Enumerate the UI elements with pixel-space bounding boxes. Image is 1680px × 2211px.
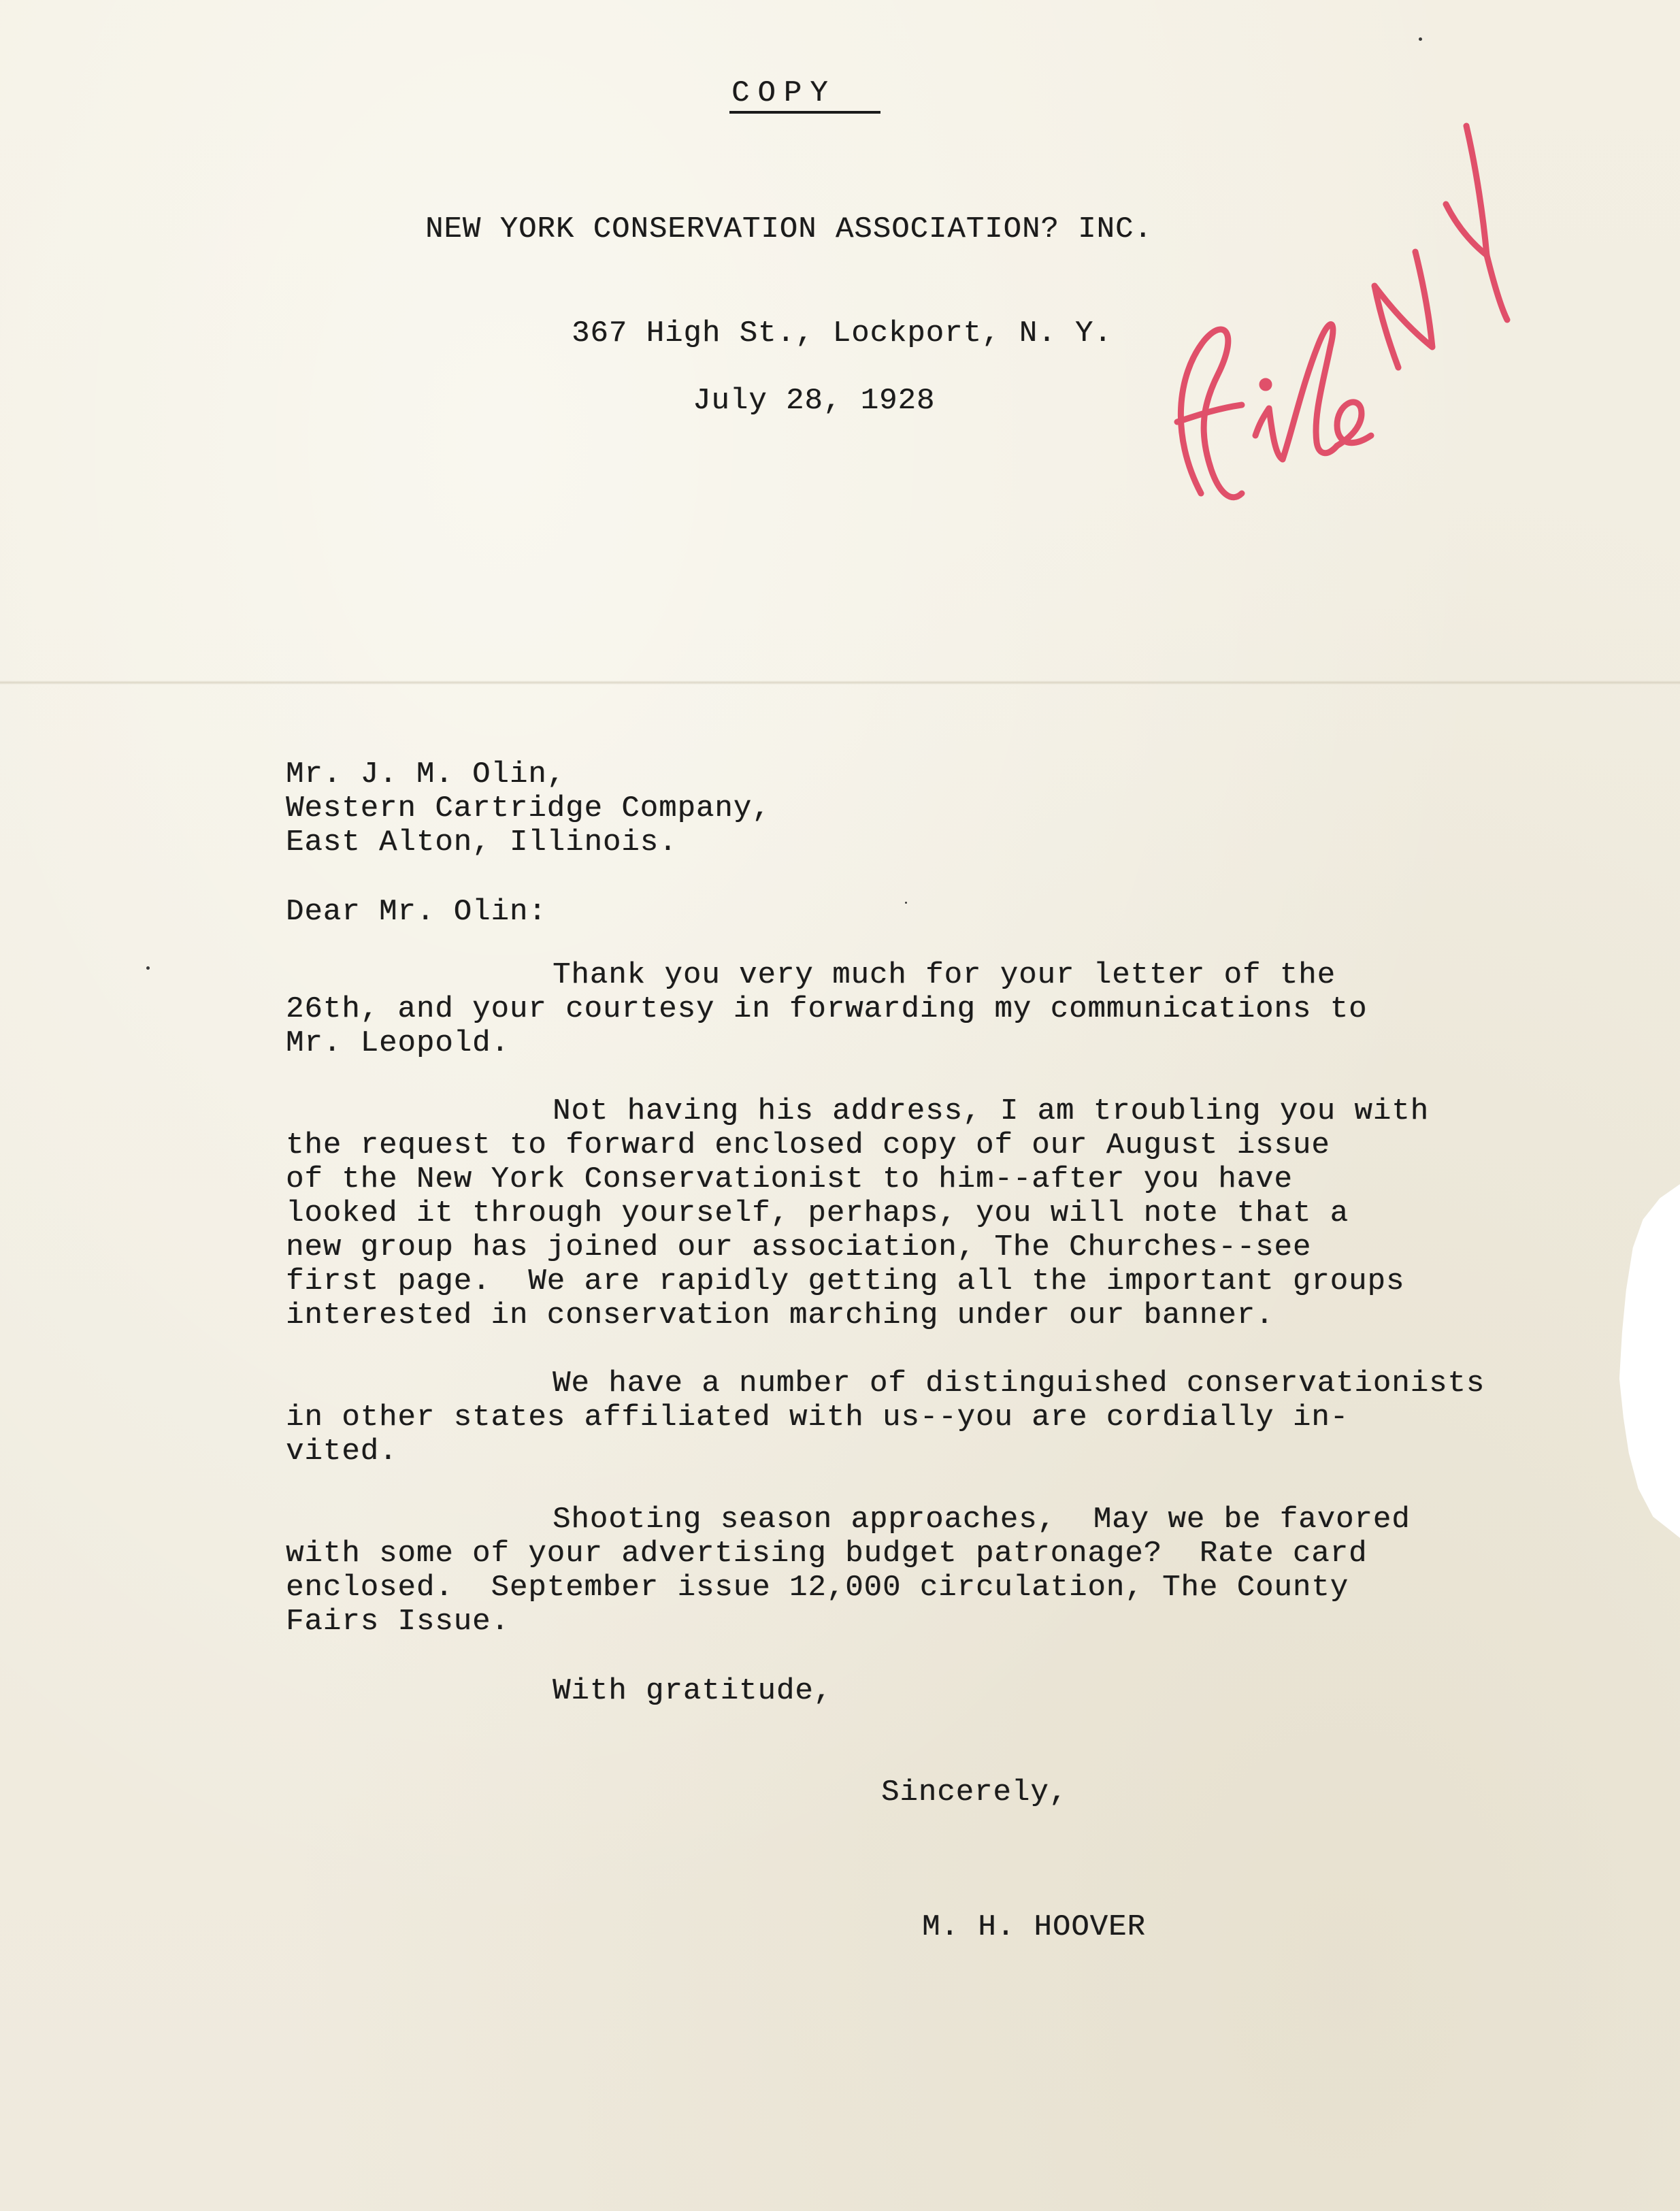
- paragraph-line: in other states affiliated with us--you are cordially in-: [286, 1401, 1349, 1435]
- paragraph-line: Mr. Leopold.: [286, 1026, 510, 1060]
- organization-name: NEW YORK CONSERVATION ASSOCIATION? INC.: [425, 212, 1153, 246]
- paragraph-line: enclosed. September issue 12,000 circulation, The County: [286, 1571, 1349, 1605]
- paragraph-line: new group has joined our association, The Churches--see: [286, 1230, 1312, 1264]
- paragraph-line: interested in conservation marching under our banner.: [286, 1298, 1274, 1332]
- paragraph-line: Not having his address, I am troubling you with: [553, 1094, 1430, 1128]
- paragraph-line: first page. We are rapidly getting all the important groups: [286, 1264, 1405, 1298]
- signature-name: M. H. HOOVER: [922, 1910, 1146, 1944]
- letter-date: July 28, 1928: [693, 384, 936, 418]
- copy-heading: COPY: [731, 76, 836, 110]
- organization-address: 367 High St., Lockport, N. Y.: [572, 316, 1113, 350]
- paragraph-line: We have a number of distinguished conservationists: [553, 1366, 1485, 1401]
- paragraph-line: looked it through yourself, perhaps, you will note that a: [286, 1196, 1349, 1230]
- file-ny-ink-strokes: [1177, 126, 1507, 497]
- paper-speck: [1419, 37, 1422, 41]
- recipient-city: East Alton, Illinois.: [286, 825, 678, 859]
- paragraph-line: Thank you very much for your letter of the: [553, 958, 1336, 992]
- copy-heading-underline: [729, 111, 880, 114]
- recipient-company: Western Cartridge Company,: [286, 791, 771, 825]
- paper-speck: [146, 966, 150, 970]
- recipient-name: Mr. J. M. Olin,: [286, 757, 566, 791]
- paragraph-line: the request to forward enclosed copy of our August issue: [286, 1128, 1330, 1162]
- paragraph-line: 26th, and your courtesy in forwarding my communications to: [286, 992, 1368, 1026]
- paper-speck: [905, 902, 907, 904]
- handwritten-file-ny-annotation: [1130, 116, 1538, 538]
- paper-fold-line: [0, 681, 1680, 685]
- salutation: Dear Mr. Olin:: [286, 895, 547, 929]
- torn-edge: [1613, 1184, 1680, 1538]
- closing-gratitude: With gratitude,: [553, 1674, 833, 1708]
- paragraph-line: of the New York Conservationist to him--after you have: [286, 1162, 1293, 1196]
- closing-sincerely: Sincerely,: [881, 1775, 1068, 1809]
- paragraph-line: Fairs Issue.: [286, 1605, 510, 1639]
- paragraph-line: vited.: [286, 1435, 398, 1469]
- paragraph-line: Shooting season approaches, May we be favored: [553, 1503, 1411, 1537]
- paragraph-line: with some of your advertising budget patronage? Rate card: [286, 1537, 1368, 1571]
